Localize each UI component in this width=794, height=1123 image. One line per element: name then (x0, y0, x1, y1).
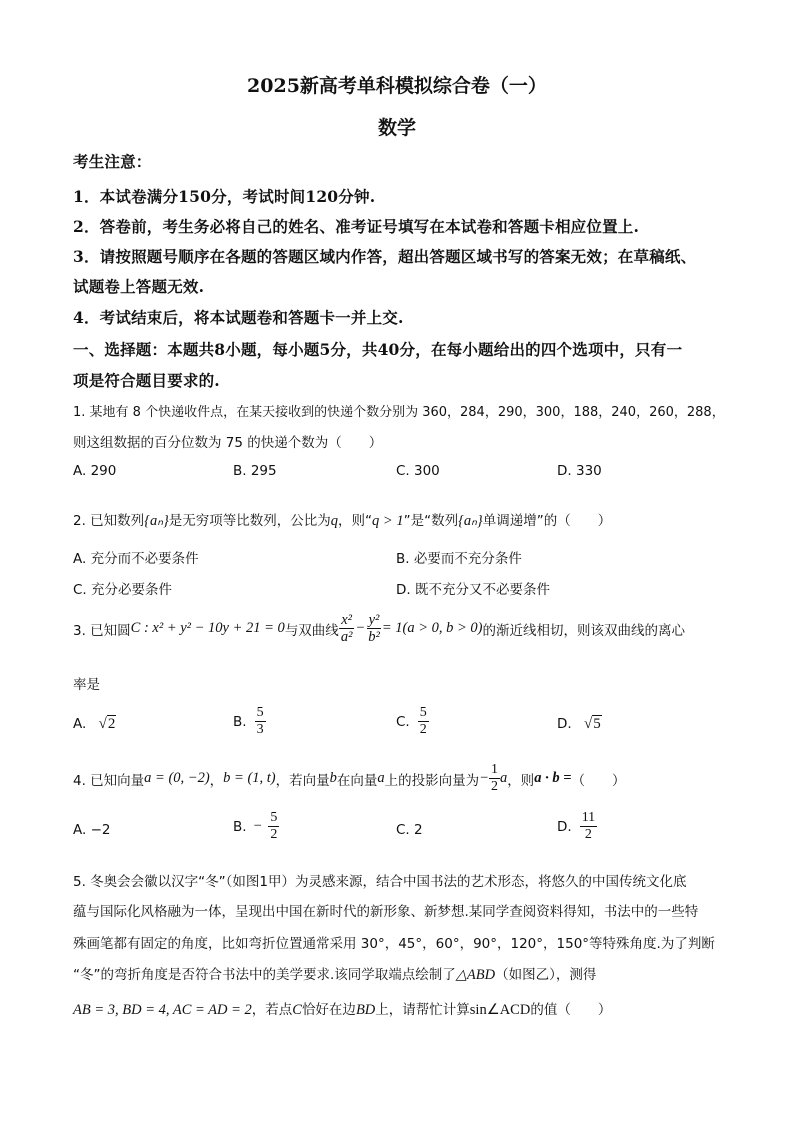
q5-sine-expression: sin∠ACD (469, 1002, 531, 1018)
notice-item-3: 3．请按照题号顺序在各题的答题区域内作答，超出答题区域书写的答案无效；在草稿纸、 (73, 247, 697, 266)
q3-circle-equation: C : x² + y² − 10y + 21 = 0 (130, 620, 285, 636)
exam-title: 2025新高考单科模拟综合卷（一） (247, 75, 547, 97)
notice-item-2: 2．答卷前，考生务必将自己的姓名、准考证号填写在本试卷和答题卡相应位置上. (73, 217, 640, 236)
q4-option-d: D. $\frac{11}{2}$ (557, 810, 596, 842)
section-heading: 一、选择题：本题共8小题，每小题5分，共40分，在每小题给出的四个选项中，只有一 (73, 340, 683, 359)
notice-item-3-cont: 试题卷上答题无效. (73, 277, 205, 296)
q2-ratio: q (330, 513, 339, 529)
q4-option-b: B. − $\frac{5}{2}$ (233, 810, 278, 842)
q4-dot-product: a · b = (534, 770, 572, 786)
q4-vector-b: b = (1, t) (223, 770, 276, 786)
question-5-text-2: 蕴与国际化风格融为一体，呈现出中国在新时代的新形象、新梦想.某同学查阅资料得知，书法中的一些特 (73, 904, 699, 920)
q3-equation-tail: = 1(a > 0, b > 0) (381, 620, 483, 636)
question-1-text-cont: 则这组数据的百分位数为 75 的快递个数为（ ） (73, 435, 383, 451)
notice-heading: 考生注意： (73, 152, 152, 171)
question-3-text: 3. 已知圆 C : x² + y² − 10y + 21 = 0 与双曲线 $\frac{\text{x²}}{\text{a²}}$ − $\frac{\text{y²}}{\text{b²}}$ = 1(a > 0, b > 0) 的渐近线相切，则该双曲线的离心 (73, 612, 685, 645)
q4-option-c: C. 2 (396, 822, 423, 838)
question-5-text-3: 殊画笔都有固定的角度，比如弯折位置通常采用 30°，45°，60°，90°，120°，150°等特殊角度.为了判断 (73, 936, 715, 952)
question-2-text (73, 509, 611, 530)
q4-text-part1: 4. 已知向量 (73, 772, 145, 789)
q2-option-c: C. 充分必要条件 (73, 582, 173, 598)
q4-text-part3: 在向量 (336, 772, 378, 789)
q3-fraction-y: $\frac{\text{y²}}{\text{b²}}$ (368, 612, 380, 645)
q3-text-part2: 与双曲线 (284, 622, 339, 639)
q2-sequence-2: {aₙ} (458, 513, 483, 529)
section-heading-cont: 项是符合题目要求的. (73, 371, 220, 390)
subject-title: 数学 (377, 117, 416, 139)
q2-text-part4: ”是“数列 (403, 513, 459, 529)
q3-option-c: C. $\frac{5}{2}$ (396, 705, 427, 737)
q4-option-a: A. −2 (73, 822, 111, 838)
q3-fraction-x: $\frac{\text{x²}}{\text{a²}}$ (340, 612, 353, 645)
q2-text-part5: 单调递增”的（ ） (482, 513, 612, 529)
q1-option-b: B. 295 (233, 463, 277, 479)
q2-sequence: {aₙ} (144, 513, 169, 529)
notice-item-1: 1．本试卷满分150分，考试时间120分钟. (73, 187, 376, 206)
q4-text-part6: （ ） (571, 772, 626, 789)
q3-text-part1: 3. 已知圆 (73, 622, 131, 639)
q1-option-d: D. 330 (557, 463, 602, 479)
question-5-text-4: “冬”的弯折角度是否符合书法中的美学要求.该同学取端点绘制了△ABD（如图乙），测得 (73, 967, 597, 983)
q3-option-a: A. √2 (73, 716, 116, 732)
q4-text-part4: 上的投影向量为 (384, 772, 480, 789)
q2-option-b: B. 必要而不充分条件 (396, 551, 522, 567)
notice-item-4: 4．考试结束后，将本试题卷和答题卡一并上交. (73, 308, 404, 327)
q2-option-a: A. 充分而不必要条件 (73, 551, 199, 567)
question-5-text: 5. 冬奥会会徽以汉字“冬”（如图1甲）为灵感来源，结合中国书法的艺术形态，将悠久的中国传统文化底 (73, 874, 687, 890)
q4-projection-fraction: $\frac{1}{2}$ (490, 762, 498, 794)
q1-option-c: C. 300 (396, 463, 440, 479)
q2-condition: q > 1 (372, 513, 404, 529)
q2-text-part2: 是无穷项等比数列，公比为 (168, 513, 331, 529)
q3-text-part3: 的渐近线相切，则该双曲线的离心 (482, 622, 685, 639)
question-5-text-5: AB = 3, BD = 4, AC = AD = 2，若点C恰好在边BD上，请帮忙计算sin∠ACD的值（ ） (73, 1002, 612, 1018)
question-4-text: 4. 已知向量 a = (0, −2) ， b = (1, t) ，若向量 b 在向量 a 上的投影向量为 − $\frac{1}{2}$ a ，则 a · b = （ ） (73, 762, 626, 794)
q2-text-part1: 2. 已知数列 (73, 513, 145, 529)
q1-option-a: A. 290 (73, 463, 117, 479)
question-1-text: 1. 某地有 8 个快递收件点，在某天接收到的快递个数分别为 360，284，290，300，188，240，260，288， (73, 405, 725, 420)
q3-option-b: B. $\frac{5}{3}$ (233, 705, 264, 737)
q2-text-part3: ，则“ (338, 513, 373, 529)
q3-option-d: D. √5 (557, 716, 601, 732)
q2-option-d: D. 既不充分又不必要条件 (396, 582, 550, 598)
q4-vector-a: a = (0, −2) (144, 770, 210, 786)
q4-text-part5: ，则 (507, 772, 535, 789)
question-3-text-cont: 率是 (73, 677, 100, 693)
q5-given-lengths: AB = 3, BD = 4, AC = AD = 2 (73, 1002, 252, 1018)
q4-text-part2: ，若向量 (275, 772, 330, 789)
q5-triangle: △ABD (455, 967, 496, 983)
